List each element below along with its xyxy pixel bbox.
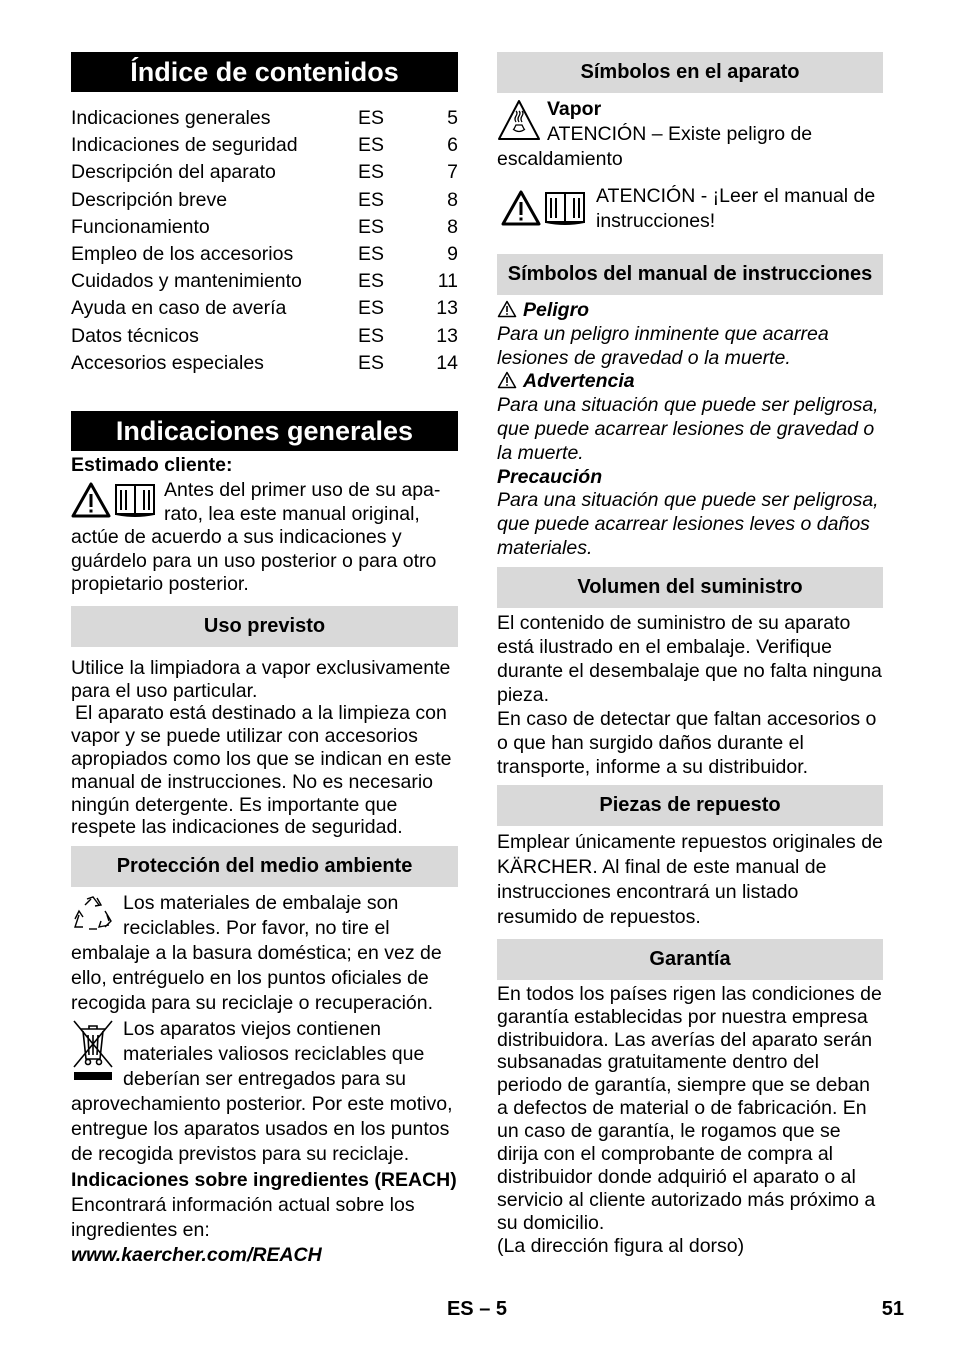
recycle-block: Los materiales de embalaje son reciclables. Por favor, no tire el embalaje a la basura doméstica; en vez de ello, entréguelo en los puntos oficiales de recogida para su reciclaje o recuperación. — [71, 892, 442, 1015]
caution-title: Precaución — [497, 465, 603, 488]
steam-block: Vapor ATENCIÓN – Existe peligro de escaldamiento — [497, 98, 813, 170]
environment-heading: Protección del medio ambiente — [71, 846, 458, 887]
danger-title: Peligro — [497, 299, 883, 323]
reach-link[interactable]: www.kaercher.com/REACH — [71, 1244, 322, 1267]
dear-customer: Estimado cliente: — [71, 453, 233, 476]
left-column — [71, 52, 458, 1268]
use-heading: Uso previsto — [71, 606, 458, 647]
warning-manual-icons — [71, 482, 156, 518]
steam-warning-icon — [497, 99, 541, 141]
manual-symbols-list — [497, 299, 883, 561]
caution-text: Para una situación que puede ser peligrosa, que puede acarrear lesiones leves o daños materiales. — [497, 489, 879, 559]
warning-small-icon — [497, 371, 517, 389]
toc-row[interactable]: Datos técnicos ES 13 — [71, 324, 458, 347]
manual-symbols-heading: Símbolos del manual de instrucciones — [497, 254, 883, 295]
read-manual-block: ATENCIÓN - ¡Leer el manual de instrucciones! — [497, 186, 883, 234]
supply-heading: Volumen del suministro — [497, 567, 883, 608]
toc-row[interactable]: Indicaciones de seguridad ES 6 — [71, 134, 458, 157]
warning-triangle-icon — [501, 190, 541, 226]
footer-page-number: 51 — [881, 1298, 904, 1320]
warning-small-icon — [497, 300, 517, 318]
danger-text: Para un peligro inminente que acarrea lesiones de gravedad o la muerte. — [497, 322, 829, 369]
toc-row[interactable]: Indicaciones generales ES 5 — [71, 107, 458, 129]
right-column — [497, 52, 883, 1258]
recycle-icon — [71, 895, 115, 935]
warning-title: Advertencia — [497, 370, 883, 394]
toc-row[interactable]: Descripción del aparato ES 7 — [71, 161, 458, 184]
warning-triangle-icon — [71, 482, 111, 518]
warning-text: Para una situación que puede ser peligrosa, que puede acarrear lesiones de gravedad o la muerte. — [497, 394, 879, 464]
reach-text: Encontrará información actual sobre los ingredientes en: — [71, 1194, 415, 1242]
toc-heading: Índice de contenidos — [71, 52, 458, 92]
toc-row[interactable]: Cuidados y mantenimiento ES 11 — [71, 270, 458, 293]
toc-row[interactable]: Accesorios especiales ES 14 — [71, 351, 458, 374]
weee-block: Los aparatos viejos contienen materiales valiosos reciclables que deberían ser entregados para su aprovechamiento posterior. Por este motivo, entregue los aparatos usados en los puntos de recogida previstos para su reciclaje. — [71, 1018, 453, 1166]
warranty-p2: (La dirección figura al dorso) — [497, 1234, 745, 1257]
spares-heading: Piezas de repuesto — [497, 785, 883, 826]
supply-p2: En caso de detectar que faltan accesorios o o que han surgido daños durante el transporte, informe a su distribuidor. — [497, 707, 877, 778]
book-manual-icon — [544, 190, 586, 226]
crossed-bin-icon — [71, 1019, 115, 1081]
toc-row[interactable]: Ayuda en caso de avería ES 13 — [71, 297, 458, 320]
warning-manual-icons — [501, 190, 586, 226]
toc-list — [71, 105, 458, 377]
toc-row[interactable]: Empleo de los accesorios ES 9 — [71, 242, 458, 265]
supply-p1: El contenido de suministro de su aparato está ilustrado en el embalaje. Verifique durante el desembalaje que no falta ninguna pieza. — [497, 611, 882, 706]
book-manual-icon — [114, 482, 156, 518]
use-p1: Utilice la limpiadora a vapor exclusivamente para el uso particular. — [71, 656, 451, 702]
spares-p1: Emplear únicamente repuestos originales de KÄRCHER. Al final de este manual de instrucciones encontrará un listado resumido de repuestos. — [497, 830, 883, 928]
warranty-heading: Garantía — [497, 939, 883, 980]
general-intro: Antes del primer uso de su apa- rato, lea este manual original, actúe de acuerdo a sus indicaciones y guárdelo para un uso posterior o para otro propietario posterior. — [71, 479, 441, 596]
device-symbols-heading: Símbolos en el aparato — [497, 52, 883, 93]
footer-section-page: ES – 5 — [446, 1298, 508, 1320]
general-heading: Indicaciones generales — [71, 411, 458, 451]
toc-row[interactable]: Funcionamiento ES 8 — [71, 215, 458, 238]
use-p2: El aparato está destinado a la limpieza con vapor y se puede utilizar con accesorios apropiados como los que se indican en este manual de instrucciones. No es necesario ningún detergente. Es importante que respete las indicaciones de seguridad. — [71, 702, 452, 839]
reach-heading: Indicaciones sobre ingredientes (REACH) — [71, 1169, 457, 1192]
warranty-p1: En todos los países rigen las condiciones de garantía establecidas por nuestra empresa distribuidora. Las averías del aparato serán subsanadas gratuitamente dentro del periodo de garantía, siempre que se deban a defectos de material o de fabricación. En un caso de garantía, le rogamos que se dirija con el comprobante de compra al distribuidor donde adquirió el aparato o al servicio al cliente autorizado más próximo a su domicilio. — [497, 982, 882, 1234]
toc-row[interactable]: Descripción breve ES 8 — [71, 188, 458, 211]
